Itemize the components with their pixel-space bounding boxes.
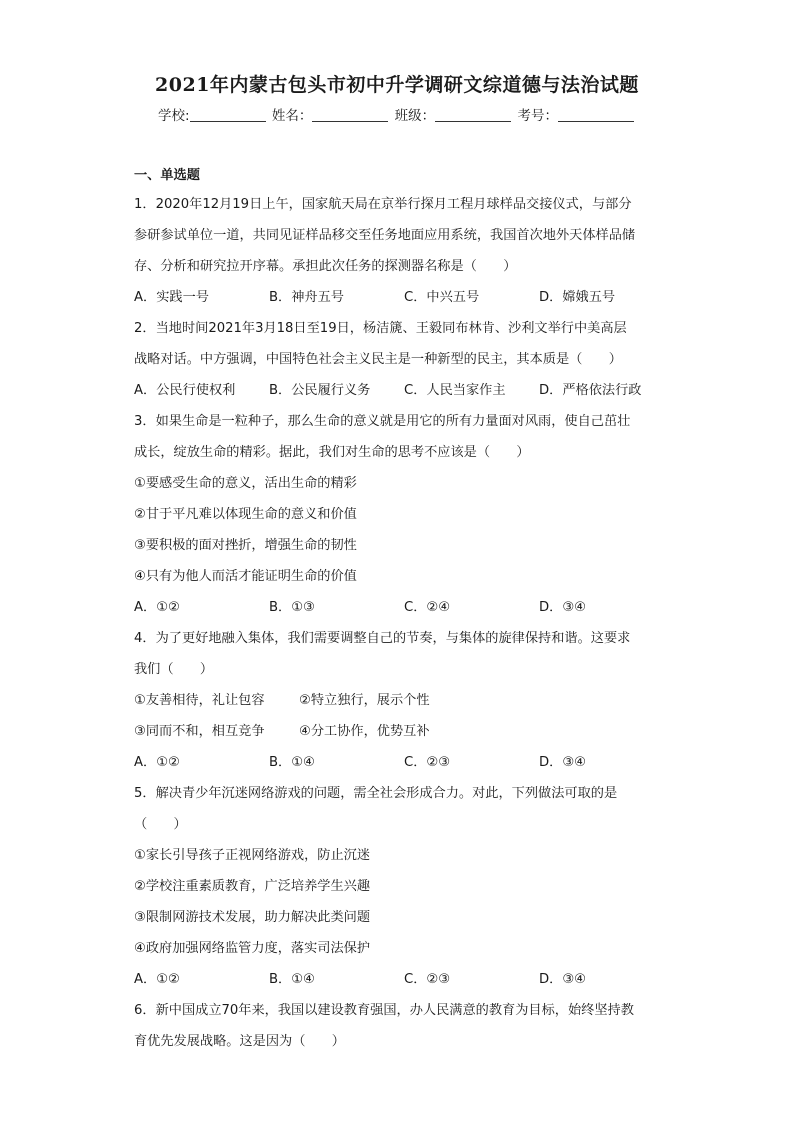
name-blank[interactable]: [312, 107, 388, 122]
option-b[interactable]: B．神舟五号: [269, 290, 344, 305]
option-c[interactable]: C．②③: [404, 755, 451, 770]
statement-item: ①家长引导孩子正视网络游戏，防止沉迷: [134, 848, 371, 863]
answer-options: [134, 747, 674, 778]
option-b[interactable]: B．①④: [269, 972, 315, 987]
statement-item: ④政府加强网络监管力度，落实司法保护: [134, 941, 371, 956]
statement-item: ④分工协作，优势互补: [299, 724, 430, 739]
statement-item: ③同而不和，相互竞争: [134, 724, 265, 739]
section-title: 一、单选题: [134, 168, 200, 183]
answer-options: [134, 282, 674, 313]
answer-options: [134, 592, 674, 623]
question-text-line: 3．如果生命是一粒种子，那么生命的意义就是用它的所有力量面对风雨，使自己茁壮: [134, 414, 631, 429]
questions-area: [134, 165, 674, 1057]
statement-item: ①要感受生命的意义，活出生命的精彩: [134, 476, 357, 491]
question-4: [134, 623, 674, 778]
option-a[interactable]: A．①②: [134, 755, 180, 770]
answer-options: [134, 964, 674, 995]
exam-title: 2021年内蒙古包头市初中升学调研文综道德与法治试题: [155, 74, 639, 96]
question-1: [134, 189, 674, 313]
class-blank[interactable]: [435, 107, 511, 122]
option-a[interactable]: A．①②: [134, 600, 180, 615]
option-b[interactable]: B．①③: [269, 600, 315, 615]
option-b[interactable]: B．①④: [269, 755, 315, 770]
statement-item: ②甘于平凡难以体现生命的意义和价值: [134, 507, 357, 522]
question-2: [134, 313, 674, 406]
answer-options: [134, 375, 674, 406]
question-text-line: 存、分析和研究拉开序幕。承担此次任务的探测器名称是（ ）: [134, 259, 517, 274]
statement-row: [134, 685, 674, 716]
option-c[interactable]: C．②④: [404, 600, 451, 615]
exam-no-label: 考号：: [517, 108, 558, 124]
question-text-line: 育优先发展战略。这是因为（ ）: [134, 1034, 345, 1049]
option-d[interactable]: D．严格依法行政: [539, 383, 642, 398]
statement-item: ②特立独行，展示个性: [299, 693, 430, 708]
option-c[interactable]: C．中兴五号: [404, 290, 480, 305]
question-text-line: 1．2020年12月19日上午，国家航天局在京举行探月工程月球样品交接仪式，与部分: [134, 197, 632, 212]
question-text-line: 战略对话。中方强调，中国特色社会主义民主是一种新型的民主，其本质是（ ）: [134, 352, 622, 367]
statement-item: ③限制网游技术发展，助力解决此类问题: [134, 910, 371, 925]
question-text-line: 我们（ ）: [134, 662, 214, 677]
question-text-line: 2．当地时间2021年3月18日至19日，杨洁篪、王毅同布林肯、沙利文举行中美高层: [134, 321, 627, 336]
school-label: 学校:: [158, 108, 190, 124]
option-d[interactable]: D．③④: [539, 600, 586, 615]
statement-item: ④只有为他人而活才能证明生命的价值: [134, 569, 357, 584]
option-d[interactable]: D．嫦娥五号: [539, 290, 616, 305]
school-blank[interactable]: [190, 107, 266, 122]
question-5: [134, 778, 674, 995]
question-text-line: （ ）: [134, 817, 187, 832]
class-label: 班级：: [394, 108, 436, 124]
question-3: [134, 406, 674, 623]
student-info-line: [0, 104, 794, 124]
statement-item: ①友善相待，礼让包容: [134, 693, 265, 708]
exam-no-blank[interactable]: [558, 107, 634, 122]
option-a[interactable]: A．实践一号: [134, 290, 209, 305]
option-c[interactable]: C．人民当家作主: [404, 383, 506, 398]
option-d[interactable]: D．③④: [539, 972, 586, 987]
name-label: 姓名：: [271, 108, 313, 124]
question-text-line: 6．新中国成立70年来，我国以建设教育强国，办人民满意的教育为目标，始终坚持教: [134, 1003, 634, 1018]
option-b[interactable]: B．公民履行义务: [269, 383, 371, 398]
statement-item: ③要积极的面对挫折，增强生命的韧性: [134, 538, 357, 553]
question-text-line: 参研参试单位一道，共同见证样品移交至任务地面应用系统，我国首次地外天体样品储: [134, 228, 636, 243]
question-text-line: 成长，绽放生命的精彩。据此，我们对生命的思考不应该是（ ）: [134, 445, 530, 460]
question-text-line: 4．为了更好地融入集体，我们需要调整自己的节奏，与集体的旋律保持和谐。这要求: [134, 631, 631, 646]
statement-item: ②学校注重素质教育，广泛培养学生兴趣: [134, 879, 371, 894]
statement-row: [134, 716, 674, 747]
option-a[interactable]: A．①②: [134, 972, 180, 987]
question-text-line: 5．解决青少年沉迷网络游戏的问题，需全社会形成合力。对此，下列做法可取的是: [134, 786, 618, 801]
option-c[interactable]: C．②③: [404, 972, 451, 987]
question-6: [134, 995, 674, 1057]
option-a[interactable]: A．公民行使权利: [134, 383, 236, 398]
option-d[interactable]: D．③④: [539, 755, 586, 770]
